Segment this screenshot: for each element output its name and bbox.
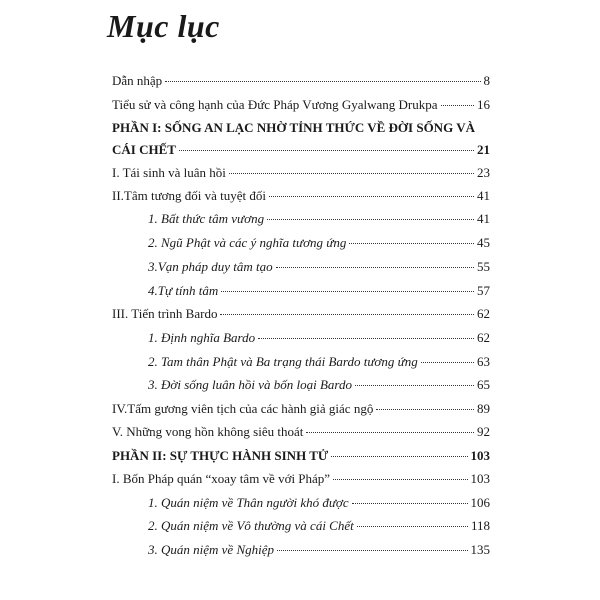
toc-page-number: 106	[470, 495, 490, 510]
toc-entry-title: 3. Đời sống luân hồi và bốn loại Bardo	[148, 377, 352, 392]
dot-leader	[269, 196, 474, 197]
toc-entry-title: 1. Định nghĩa Bardo	[148, 330, 256, 345]
toc-page-number: 55	[477, 259, 490, 274]
page-title: Mục lục	[107, 8, 220, 44]
toc-page-number: 57	[477, 283, 490, 298]
dot-leader	[352, 503, 468, 504]
toc-page-number: 65	[477, 377, 490, 392]
toc-entry-title: II.Tâm tương đối và tuyệt đối	[112, 188, 267, 203]
toc-page-number: 89	[477, 401, 490, 416]
dot-leader	[221, 291, 474, 292]
toc-page-number: 135	[470, 542, 490, 557]
toc-entry-title: I. Tái sinh và luân hồi	[112, 165, 226, 180]
dot-leader	[220, 314, 474, 315]
toc-entry-title: Tiểu sử và công hạnh của Đức Pháp Vương Gyalwang Drukpa	[112, 97, 438, 112]
toc-page-number: 103	[470, 471, 490, 486]
dot-leader	[276, 267, 474, 268]
dot-leader	[165, 81, 480, 82]
toc-page-number: 23	[477, 165, 490, 180]
dot-leader	[229, 173, 474, 174]
toc-page-number: 103	[470, 448, 490, 463]
toc-entry-title: I. Bốn Pháp quán “xoay tâm về với Pháp”	[112, 471, 331, 486]
dot-leader	[258, 338, 474, 339]
toc-entry-title: 3. Quán niệm về Nghiệp	[148, 542, 275, 557]
toc-entry-title: 2. Ngũ Phật và các ý nghĩa tương ứng	[148, 235, 347, 250]
dot-leader	[349, 243, 474, 244]
toc-page-number: 62	[477, 330, 490, 345]
dot-leader	[277, 550, 467, 551]
toc-entry-title: V. Những vong hồn không siêu thoát	[112, 424, 304, 439]
toc-entry-title: 2. Quán niệm về Vô thường và cái Chết	[148, 518, 354, 533]
toc-entry-title: 1. Bất thức tâm vương	[148, 211, 265, 226]
toc-entry-title: 3.Vạn pháp duy tâm tạo	[148, 259, 273, 274]
toc-entry-title-line1: PHẦN I: SỐNG AN LẠC NHỜ TỈNH THỨC VỀ ĐỜI SỐNG VÀ	[112, 120, 475, 135]
toc-page-number: 8	[483, 73, 490, 88]
toc-entry-title: Dẫn nhập	[112, 73, 163, 88]
toc-page-number: 41	[477, 188, 490, 203]
toc-entry-title: 4.Tự tính tâm	[148, 283, 219, 298]
toc-page-number: 62	[477, 306, 490, 321]
dot-leader	[179, 150, 474, 151]
dot-leader	[267, 219, 474, 220]
dot-leader	[441, 105, 474, 106]
toc-page-number: 118	[470, 518, 490, 533]
dot-leader	[306, 432, 474, 433]
toc-entry-title: III. Tiến trình Bardo	[112, 306, 218, 321]
toc-entry-title: IV.Tấm gương viên tịch của các hành giả giác ngộ	[112, 401, 374, 416]
toc-page-number: 92	[477, 424, 490, 439]
dot-leader	[355, 385, 474, 386]
dot-leader	[357, 526, 468, 527]
toc-page-number: 41	[477, 211, 490, 226]
toc-entry-title: 2. Tam thân Phật và Ba trạng thái Bardo tương ứng	[148, 354, 418, 369]
toc-page-number: 63	[477, 354, 490, 369]
dot-leader	[376, 409, 474, 410]
toc-entry-title: CÁI CHẾT	[112, 142, 176, 157]
toc-page-number: 16	[477, 97, 490, 112]
dot-leader	[331, 456, 467, 457]
dot-leader	[333, 479, 467, 480]
toc-page-number: 21	[477, 142, 490, 157]
toc-page-number: 45	[477, 235, 490, 250]
dot-leader	[421, 362, 474, 363]
toc-entry-title: PHẦN II: SỰ THỰC HÀNH SINH TỬ	[112, 448, 329, 463]
toc-entry-title: 1. Quán niệm về Thân người khó được	[148, 495, 349, 510]
